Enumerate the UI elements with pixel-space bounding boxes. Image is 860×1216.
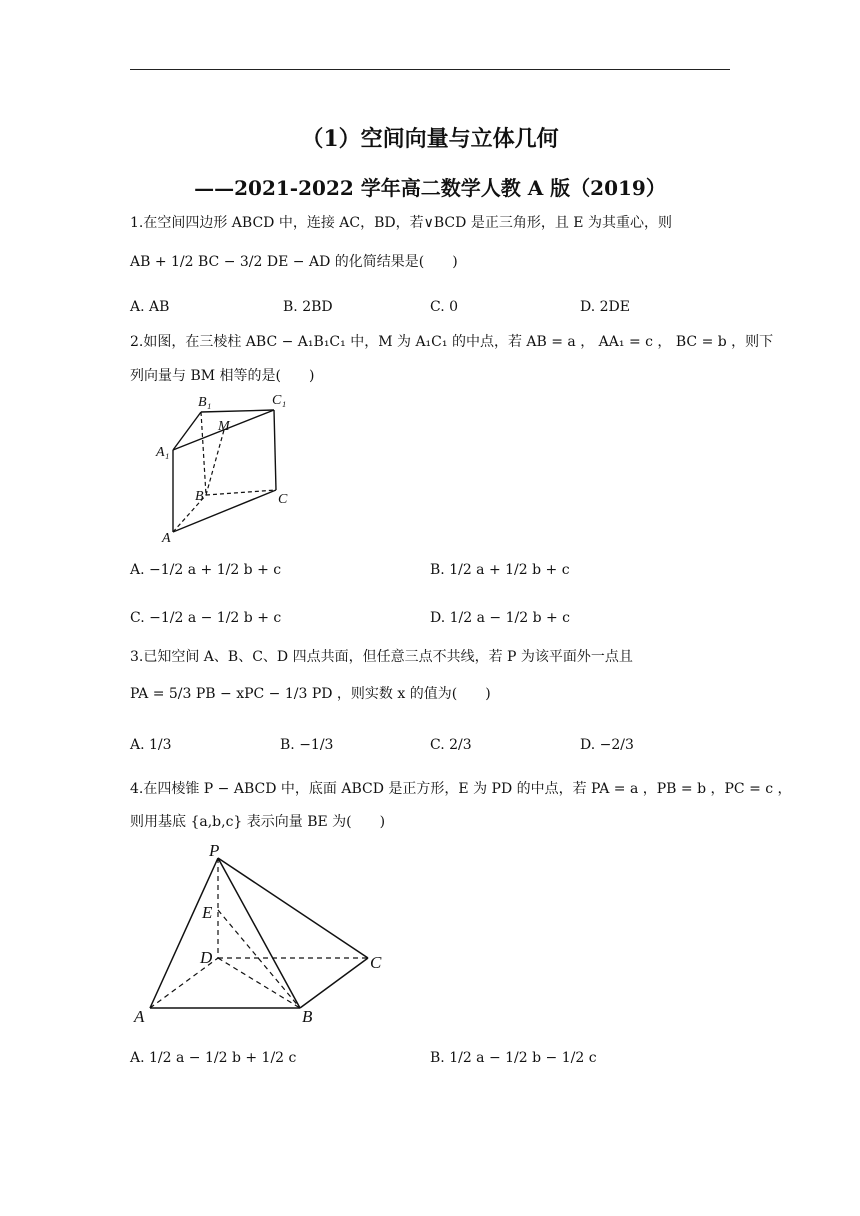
label-e: E bbox=[202, 903, 213, 922]
q4-option-a: A. 1/2 a − 1/2 b + 1/2 c bbox=[130, 1050, 297, 1066]
q1-option-d: D. 2DE bbox=[580, 299, 630, 315]
q2-stem-line2: 列向量与 BM 相等的是( ) bbox=[130, 368, 315, 384]
label-p: P bbox=[209, 841, 220, 860]
q1-option-c: C. 0 bbox=[430, 299, 459, 315]
q4-stem-line1: 4.在四棱锥 P − ABCD 中，底面 ABCD 是正方形，E 为 PD 的中点，若 PA = a ，PB = b ，PC = c ， bbox=[130, 781, 792, 797]
label-a1: A₁ bbox=[156, 445, 170, 460]
q3-option-d: D. −2/3 bbox=[580, 737, 634, 753]
q1-stem: 1.在空间四边形 ABCD 中，连接 AC，BD，若∨BCD 是正三角形，且 E 为其重心，则 bbox=[130, 215, 672, 231]
label-c: C bbox=[278, 492, 288, 507]
q1-option-a: A. AB bbox=[130, 299, 170, 315]
q3-option-c: C. 2/3 bbox=[430, 737, 472, 753]
q2-option-b: B. 1/2 a + 1/2 b + c bbox=[430, 562, 570, 578]
q1-expression: AB + 1/2 BC − 3/2 DE − AD 的化简结果是( ) bbox=[130, 254, 458, 270]
label-b: B bbox=[302, 1007, 313, 1026]
label-c: C bbox=[370, 953, 382, 972]
q3-option-b: B. −1/3 bbox=[280, 737, 334, 753]
header-rule bbox=[130, 69, 730, 70]
q3-stem-line2: PA = 5/3 PB − xPC − 1/3 PD ，则实数 x 的值为( ) bbox=[130, 686, 491, 702]
label-m: M bbox=[218, 419, 230, 434]
q3-option-a: A. 1/3 bbox=[130, 737, 172, 753]
q2-stem-line1: 2.如图，在三棱柱 ABC − A₁B₁C₁ 中，M 为 A₁C₁ 的中点，若 AB = a ， AA₁ = c ， BC = b ，则下 bbox=[130, 334, 774, 350]
page-title: （1）空间向量与立体几何 bbox=[301, 126, 559, 152]
q4-option-b: B. 1/2 a − 1/2 b − 1/2 c bbox=[430, 1050, 597, 1066]
page-subtitle: ——2021-2022 学年高二数学人教 A 版（2019） bbox=[194, 176, 666, 200]
triangular-prism-figure bbox=[140, 390, 310, 550]
quadrilateral-pyramid-figure bbox=[130, 840, 390, 1030]
q2-option-c: C. −1/2 a − 1/2 b + c bbox=[130, 610, 282, 626]
label-d: D bbox=[200, 948, 213, 967]
q4-stem-line2: 则用基底 {a,b,c} 表示向量 BE 为( ) bbox=[130, 814, 386, 830]
label-b1: B₁ bbox=[198, 395, 212, 410]
label-a: A bbox=[162, 531, 171, 546]
label-c1: C₁ bbox=[272, 393, 287, 408]
q2-option-d: D. 1/2 a − 1/2 b + c bbox=[430, 610, 570, 626]
q2-option-a: A. −1/2 a + 1/2 b + c bbox=[130, 562, 282, 578]
q3-stem-line1: 3.已知空间 A、B、C、D 四点共面，但任意三点不共线，若 P 为该平面外一点且 bbox=[130, 649, 633, 665]
q1-option-b: B. 2BD bbox=[283, 299, 333, 315]
label-b: B bbox=[195, 489, 204, 504]
label-a: A bbox=[134, 1007, 145, 1026]
